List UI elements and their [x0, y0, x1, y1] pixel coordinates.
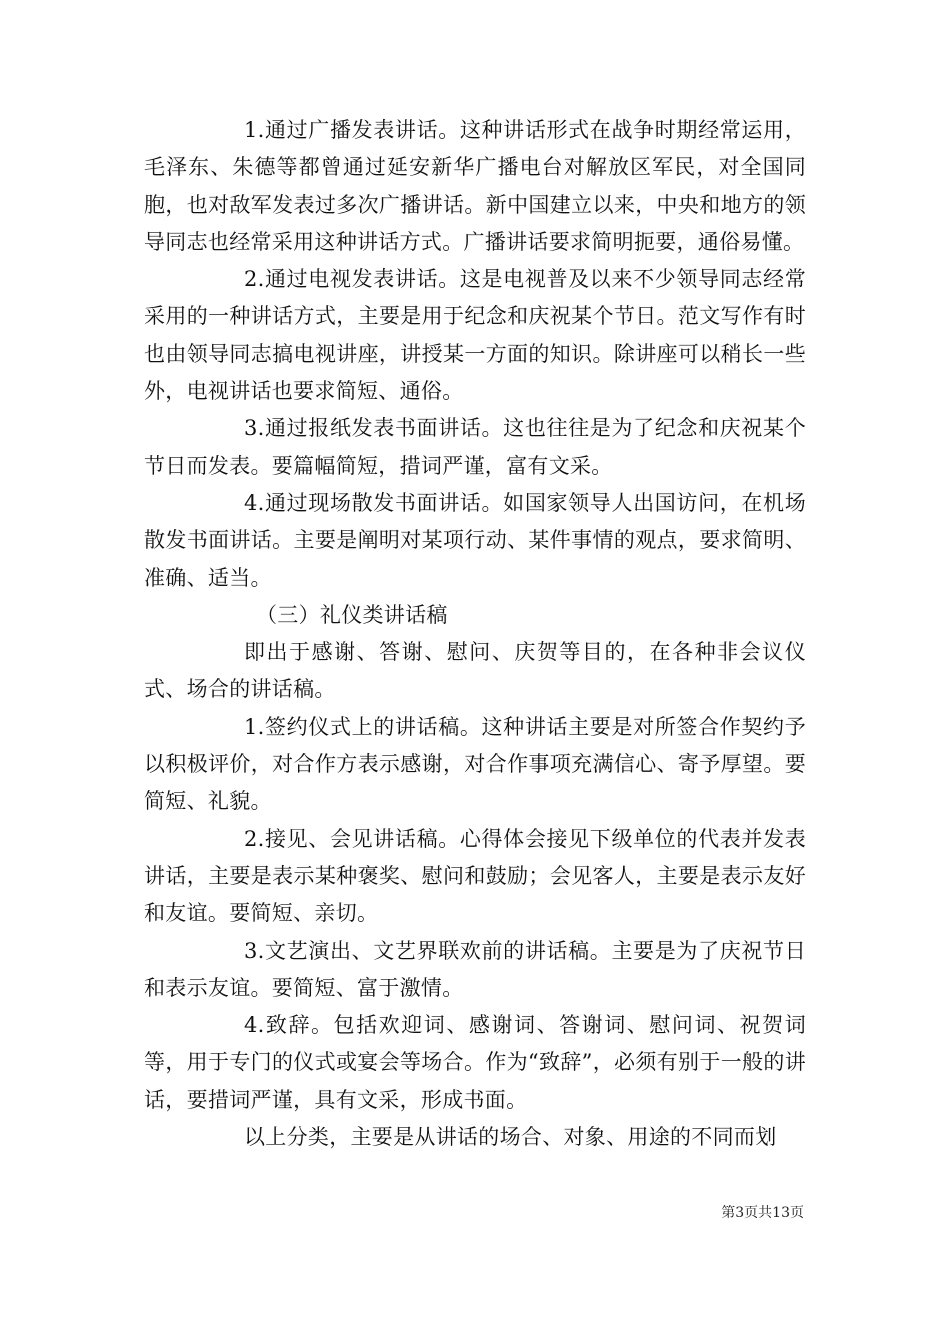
paragraph-address: 4.致辞。包括欢迎词、感谢词、答谢词、慰问词、祝贺词等，用于专门的仪式或宴会等场合。作为“致辞”，必须有别于一般的讲话，要措词严谨，具有文采，形成书面。	[144, 1013, 806, 1112]
paragraph-tv-speech: 2.通过电视发表讲话。这是电视普及以来不少领导同志经常采用的一种讲话方式，主要是用于纪念和庆祝某个节日。范文写作有时也由领导同志搞电视讲座，讲授某一方面的知识。除讲座可以稍长一些外，电视讲话也要求简短、通俗。	[144, 267, 806, 404]
paragraph-meeting-speech: 2.接见、会见讲话稿。心得体会接见下级单位的代表并发表讲话，主要是表示某种褒奖、慰问和鼓励；会见客人，主要是表示友好和友谊。要简短、亲切。	[144, 826, 806, 926]
paragraph-radio-speech: 1.通过广播发表讲话。这种讲话形式在战争时期经常运用，毛泽东、朱德等都曾通过延安新华广播电台对解放区军民，对全国同胞，也对敌军发表过多次广播讲话。新中国建立以来，中央和地方的领导同志也经常采用这种讲话方式。广播讲话要求简明扼要，通俗易懂。	[144, 118, 806, 254]
paragraph-newspaper-speech: 3.通过报纸发表书面讲话。这也往往是为了纪念和庆祝某个节日而发表。要篇幅简短，措词严谨，富有文采。	[144, 416, 806, 478]
paragraph-signing-ceremony: 1.签约仪式上的讲话稿。这种讲话主要是对所签合作契约予以积极评价，对合作方表示感谢，对合作事项充满信心、寄予厚望。要简短、礼貌。	[144, 714, 806, 814]
paragraph-onsite-speech: 4.通过现场散发书面讲话。如国家领导人出国访问，在机场散发书面讲话。主要是阐明对某项行动、某件事情的观点，要求简明、准确、适当。	[144, 490, 806, 590]
paragraph-etiquette-intro: 即出于感谢、答谢、慰问、庆贺等目的，在各种非会议仪式、场合的讲话稿。	[144, 640, 806, 702]
paragraph-performance-speech: 3.文艺演出、文艺界联欢前的讲话稿。主要是为了庆祝节日和表示友谊。要简短、富于激情。	[144, 938, 806, 1000]
section-heading: （三）礼仪类讲话稿	[256, 602, 448, 627]
page-number-footer: 第3页共13页	[721, 1205, 804, 1221]
paragraph-summary: 以上分类，主要是从讲话的场合、对象、用途的不同而划	[244, 1125, 777, 1150]
document-body	[144, 112, 806, 1156]
